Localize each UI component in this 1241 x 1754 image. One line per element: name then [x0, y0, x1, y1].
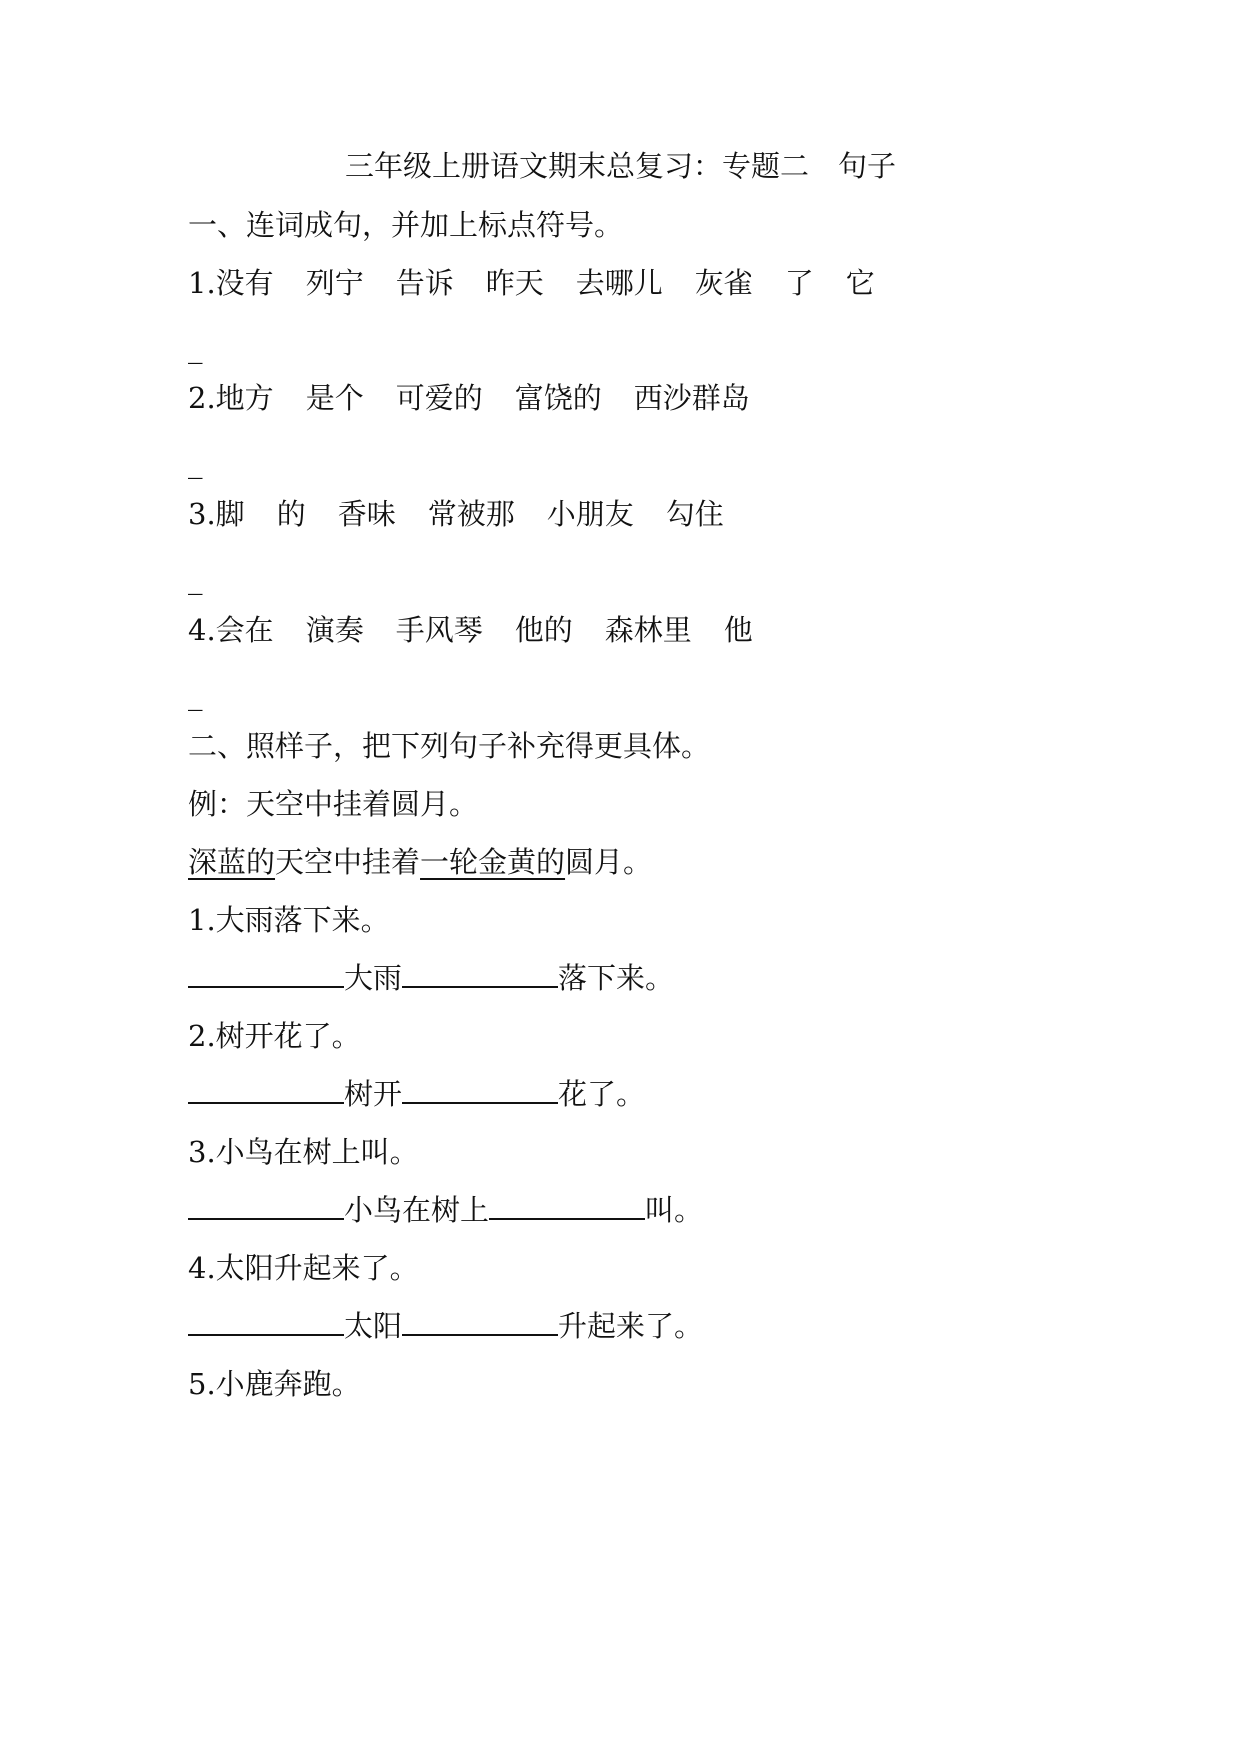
word: 是个	[305, 381, 364, 415]
word: 富饶的	[514, 381, 602, 415]
exercise2-prompt-2: 2.树开花了。	[188, 1019, 361, 1053]
exercise1-item2	[188, 378, 750, 418]
word: 西沙群岛	[633, 381, 750, 415]
exercise2-fill-1	[188, 958, 674, 998]
example-answer	[188, 842, 652, 882]
word: 没有	[215, 266, 274, 300]
fill-end-text: 落下来。	[558, 961, 675, 995]
word: 他的	[514, 613, 573, 647]
item-number: 2.	[188, 381, 216, 415]
word: 昨天	[485, 266, 544, 300]
answer-line-1[interactable]: _	[188, 330, 203, 364]
blank-field[interactable]	[402, 960, 558, 988]
fill-mid-text: 太阳	[344, 1309, 403, 1343]
blank-field[interactable]	[188, 1192, 344, 1220]
page-title-text: 三年级上册语文期末总复习：专题二 句子	[344, 149, 896, 183]
fill-mid-text: 大雨	[344, 961, 403, 995]
word: 灰雀	[694, 266, 753, 300]
word: 了	[784, 266, 814, 300]
word: 手风琴	[395, 613, 483, 647]
exercise2-prompt-5: 5.小鹿奔跑。	[188, 1367, 361, 1401]
word: 他	[723, 613, 753, 647]
exercise2-prompt-4: 4.太阳升起来了。	[188, 1251, 419, 1285]
word: 香味	[337, 497, 396, 531]
exercise2-fill-4	[188, 1306, 703, 1346]
exercise1-item4	[188, 610, 753, 650]
example-text-1: 天空中挂着	[275, 845, 421, 879]
word: 常被那	[427, 497, 515, 531]
blank-field[interactable]	[188, 960, 344, 988]
word: 可爱的	[395, 381, 483, 415]
exercise2-fill-3	[188, 1190, 703, 1230]
fill-end-text: 升起来了。	[558, 1309, 704, 1343]
exercise1-item1	[188, 263, 875, 303]
exercise2-prompt-3: 3.小鸟在树上叫。	[188, 1135, 419, 1169]
fill-mid-text: 小鸟在树上	[344, 1193, 490, 1227]
example-text-2: 圆月。	[565, 845, 653, 879]
word: 会在	[215, 613, 274, 647]
word: 脚	[215, 497, 245, 531]
example-underlined-2: 一轮金黄的	[420, 845, 566, 879]
word: 列宁	[305, 266, 364, 300]
section2-heading: 二、照样子，把下列句子补充得更具体。	[188, 729, 711, 763]
exercise2-prompt-1: 1.大雨落下来。	[188, 903, 390, 937]
word: 它	[845, 266, 875, 300]
exercise2-fill-2	[188, 1074, 645, 1114]
item-number: 1.	[188, 266, 216, 300]
word: 的	[276, 497, 306, 531]
item-number: 4.	[188, 613, 216, 647]
example-label: 例：天空中挂着圆月。	[188, 787, 479, 821]
blank-field[interactable]	[188, 1308, 344, 1336]
answer-line-4[interactable]: _	[188, 677, 203, 711]
fill-mid-text: 树开	[344, 1077, 403, 1111]
blank-field[interactable]	[188, 1076, 344, 1104]
answer-line-3[interactable]: _	[188, 561, 203, 595]
page-title	[0, 146, 1241, 186]
fill-end-text: 花了。	[558, 1077, 646, 1111]
item-number: 3.	[188, 497, 216, 531]
blank-field[interactable]	[402, 1076, 558, 1104]
word: 地方	[215, 381, 274, 415]
section1-heading: 一、连词成句，并加上标点符号。	[188, 208, 624, 242]
word: 森林里	[604, 613, 692, 647]
word: 去哪儿	[575, 266, 663, 300]
word: 小朋友	[546, 497, 634, 531]
word: 告诉	[395, 266, 454, 300]
word: 勾住	[665, 497, 724, 531]
blank-field[interactable]	[402, 1308, 558, 1336]
blank-field[interactable]	[489, 1192, 645, 1220]
answer-line-2[interactable]: _	[188, 445, 203, 479]
exercise1-item3	[188, 494, 724, 534]
fill-end-text: 叫。	[645, 1193, 704, 1227]
word: 演奏	[305, 613, 364, 647]
example-underlined-1: 深蓝的	[188, 845, 276, 879]
